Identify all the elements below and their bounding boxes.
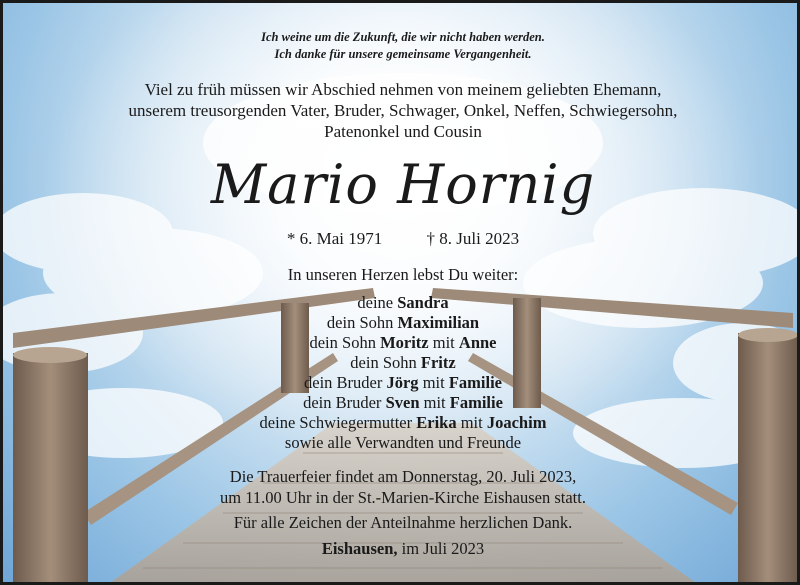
birth-date: * 6. Mai 1971 xyxy=(286,229,383,248)
mourner-line: deine Schwiegermutter Erika mit Joachim xyxy=(259,413,547,432)
relatives-line: sowie alle Verwandten und Freunde xyxy=(284,433,522,452)
mourner-line: deine Sandra xyxy=(357,293,449,312)
signoff-date: im Juli 2023 xyxy=(397,539,485,558)
funeral-line-1: Die Trauerfeier findet am Donnerstag, 20. Juli 2023, xyxy=(229,467,577,486)
funeral-line-2: um 11.00 Uhr in der St.-Marien-Kirche Eishausen statt. xyxy=(220,488,586,507)
life-dates xyxy=(3,229,800,249)
intro-line-1: Viel zu früh müssen wir Abschied nehmen von meinem geliebten Ehemann, xyxy=(144,80,662,99)
intro-line-2: unserem treusorgenden Vater, Bruder, Schwager, Onkel, Neffen, Schwiegersohn, xyxy=(128,101,678,120)
mourner-line: dein Bruder Sven mit Familie xyxy=(303,393,503,412)
obituary-text xyxy=(3,3,800,585)
intro-line-3: Patenonkel und Cousin xyxy=(324,122,482,141)
motto-line-2: Ich danke für unsere gemeinsame Vergangenheit. xyxy=(274,47,532,61)
thanks-line: Für alle Zeichen der Anteilnahme herzlichen Dank. xyxy=(233,513,573,532)
signoff-place: Eishausen, xyxy=(321,539,398,558)
mourner-line: dein Bruder Jörg mit Familie xyxy=(304,373,502,392)
signoff-line xyxy=(3,539,800,559)
deceased-name: Mario Hornig xyxy=(210,153,596,216)
mourner-line: dein Sohn Fritz xyxy=(350,353,456,372)
motto-line-1: Ich weine um die Zukunft, die wir nicht haben werden. xyxy=(261,30,545,44)
heart-line: In unseren Herzen lebst Du weiter: xyxy=(287,265,519,284)
mourner-line: dein Sohn Maximilian xyxy=(326,313,480,332)
mourner-line: dein Sohn Moritz mit Anne xyxy=(309,333,497,352)
death-date: † 8. Juli 2023 xyxy=(426,229,520,248)
